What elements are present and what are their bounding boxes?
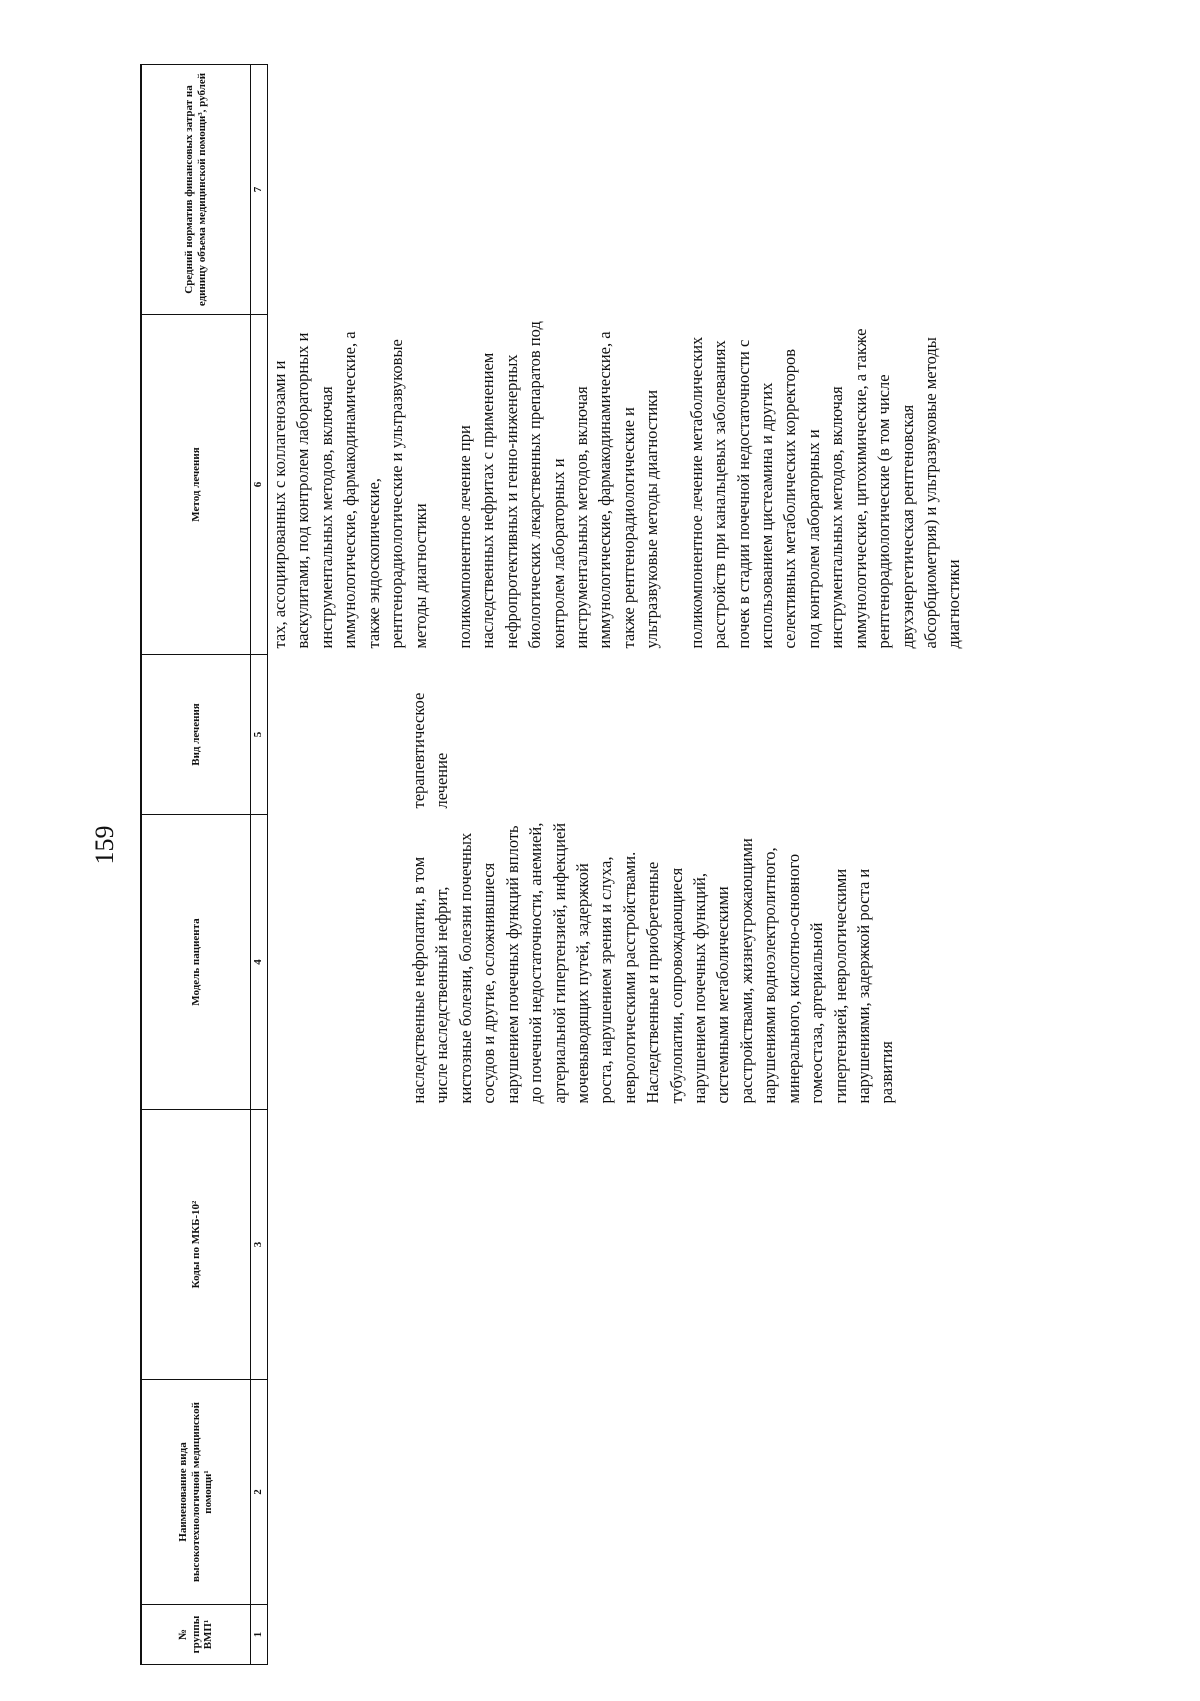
treatment-type-text: терапевтическое лечение xyxy=(409,692,452,809)
column-number-row xyxy=(251,65,268,1665)
header-vmp-name: Наименование вида высокотехнологичной медицинской помощи¹ xyxy=(141,1380,251,1605)
header-group-number: № группы ВМП¹ xyxy=(141,1605,251,1665)
header-icd-codes: Коды по МКБ-10² xyxy=(141,1110,251,1380)
rotated-table xyxy=(140,65,1140,1665)
column-number: 6 xyxy=(251,315,268,655)
table-row xyxy=(268,65,1057,1665)
column-number: 3 xyxy=(251,1110,268,1380)
method-tubulopathy-text: поликомпонентное лечение метаболических расстройств при канальцевых заболеваниях почек в стадии почечной недостаточности с использованием цистеамина и других селективных метаболических корректоров под контролем лабораторных и инструментальных методов, включая иммунологические, цитохимические, а также рентгенорадиологические (в том числе двухэнергетическая рентгеновская абсорбциометрия) и ультразвуковые методы диагностики xyxy=(686,328,964,649)
column-number: 4 xyxy=(251,815,268,1110)
cell-icd-codes xyxy=(268,1110,1057,1380)
rotated-table-wrapper xyxy=(140,65,1200,1654)
column-number: 1 xyxy=(251,1605,268,1665)
cell-group-number xyxy=(268,1605,1057,1665)
header-treatment-type: Вид лечения xyxy=(141,655,251,815)
header-patient-model: Модель пациента xyxy=(141,815,251,1110)
header-cost-standard: Средний норматив финансовых затрат на единицу объема медицинской помощи³, рублей xyxy=(141,65,251,315)
cell-treatment-type xyxy=(268,655,1057,815)
cell-vmp-name xyxy=(268,1380,1057,1605)
cell-cost-standard xyxy=(268,65,1057,315)
header-treatment-method: Метод лечения xyxy=(141,315,251,655)
vmp-table xyxy=(140,64,1056,1665)
column-number: 2 xyxy=(251,1380,268,1605)
cell-patient-model xyxy=(268,815,1057,1110)
page-number: 159 xyxy=(90,825,119,865)
cell-treatment-method xyxy=(268,315,1057,655)
column-number: 5 xyxy=(251,655,268,815)
method-hereditary-nephritis-text: поликомпонентное лечение при наследственных нефритах с применением нефропротективных и генно-инженерных биологических лекарственных препаратов под контролем лабораторных и инструментальных методов, включая иммунологические, фармакодинамические, а также рентгенорадиологические и ультразвуковые методы диагностики xyxy=(454,321,662,649)
header-row xyxy=(141,65,251,1665)
column-number: 7 xyxy=(251,65,268,315)
method-continuation-text: тах, ассоциированных с коллагенозами и васкулитами, под контролем лабораторных и инструментальных методов, включая иммунологические, фармакодинамические, а также эндоскопические, рентгенорадиологические и ультразвуковые методы диагностики xyxy=(270,331,430,649)
patient-model-text: наследственные нефропатии, в том числе наследственный нефрит, кистозные болезни, болезни почечных сосудов и другие, осложнившиеся нарушением почечных функций вплоть до почечной недостаточности, анемией, артериальной гипертензией, инфекцией мочевыводящих путей, задержкой роста, нарушением зрения и слуха, неврологическими расстройствами. Наследственные и приобретенные тубулопатии, сопровождающиеся нарушением почечных функций, системными метаболическими расстройствами, жизнеугрожающими нарушениями водноэлектролитного, минерального, кислотно-основного гомеостаза, артериальной гипертензией, неврологическими нарушениями, задержкой роста и развития xyxy=(409,822,897,1104)
